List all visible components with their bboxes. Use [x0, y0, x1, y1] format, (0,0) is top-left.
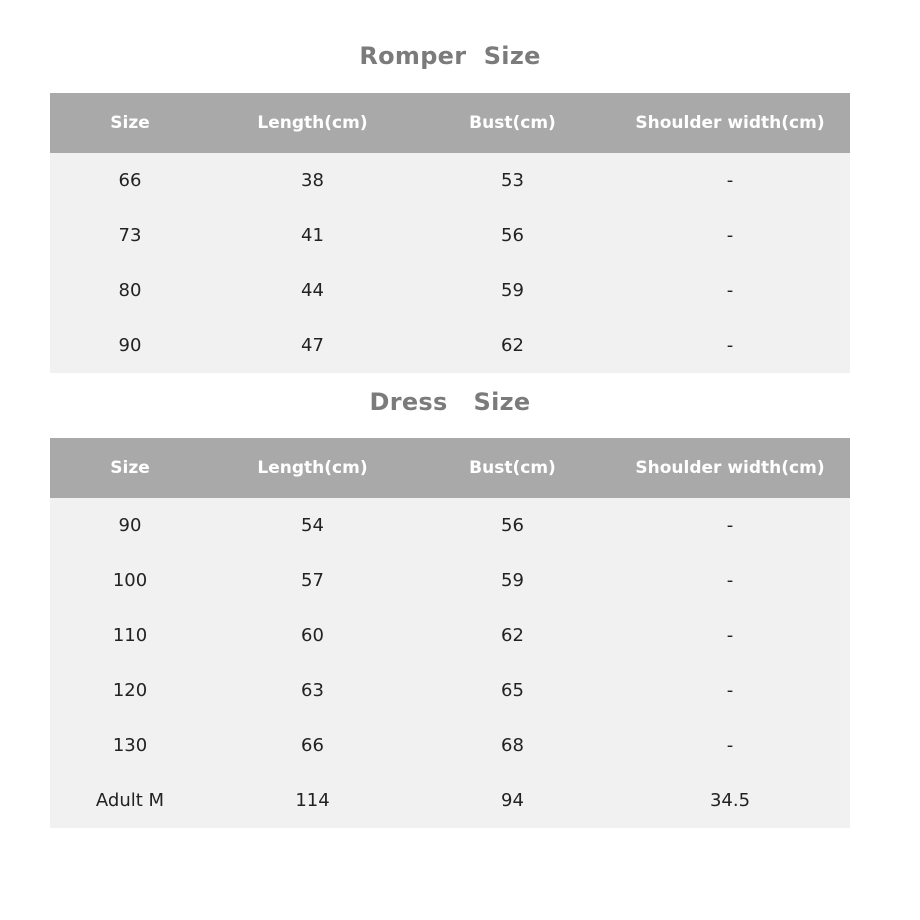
- bust-cell: 56: [501, 515, 524, 536]
- size-cell: 130: [112, 735, 148, 756]
- bust-cell: 68: [501, 735, 524, 756]
- shoulder-width-cell: -: [726, 280, 734, 301]
- table-row: [50, 208, 850, 263]
- bust-cell: 59: [501, 570, 524, 591]
- bust-cell: 53: [501, 170, 524, 191]
- table-row: [50, 498, 850, 553]
- dress-size-table: [50, 438, 850, 828]
- shoulder-width-cell: -: [726, 225, 734, 246]
- header-length: Length(cm): [257, 458, 368, 478]
- shoulder-width-cell: -: [726, 170, 734, 191]
- bust-cell: 59: [501, 280, 524, 301]
- romper-header-row: [50, 93, 850, 153]
- shoulder-width-cell: -: [726, 335, 734, 356]
- header-shoulder-width: Shoulder width(cm): [635, 458, 825, 478]
- shoulder-width-cell: -: [726, 570, 734, 591]
- length-cell: 57: [301, 570, 324, 591]
- romper-size-table: [50, 93, 850, 373]
- table-row: [50, 718, 850, 773]
- length-cell: 41: [301, 225, 324, 246]
- header-size: Size: [110, 458, 150, 478]
- bust-cell: 62: [501, 335, 524, 356]
- table-row: [50, 608, 850, 663]
- shoulder-width-cell: 34.5: [709, 790, 751, 811]
- bust-cell: 65: [501, 680, 524, 701]
- shoulder-width-cell: -: [726, 625, 734, 646]
- length-cell: 66: [301, 735, 324, 756]
- size-cell: Adult M: [95, 790, 165, 811]
- shoulder-width-cell: -: [726, 680, 734, 701]
- size-cell: 120: [112, 680, 148, 701]
- dress-header-row: [50, 438, 850, 498]
- length-cell: 60: [301, 625, 324, 646]
- shoulder-width-cell: -: [726, 515, 734, 536]
- table-row: [50, 773, 850, 828]
- header-bust: Bust(cm): [469, 113, 556, 133]
- size-cell: 80: [118, 280, 142, 301]
- size-cell: 66: [118, 170, 142, 191]
- bust-cell: 62: [501, 625, 524, 646]
- header-shoulder-width: Shoulder width(cm): [635, 113, 825, 133]
- romper-table-body: [50, 153, 850, 373]
- table-row: [50, 153, 850, 208]
- length-cell: 38: [301, 170, 324, 191]
- table-row: [50, 663, 850, 718]
- length-cell: 63: [301, 680, 324, 701]
- table-row: [50, 263, 850, 318]
- size-cell: 90: [118, 515, 142, 536]
- dress-table-body: [50, 498, 850, 828]
- table-row: [50, 318, 850, 373]
- romper-size-title: Romper Size: [359, 42, 541, 70]
- header-bust: Bust(cm): [469, 458, 556, 478]
- size-cell: 100: [112, 570, 148, 591]
- shoulder-width-cell: -: [726, 735, 734, 756]
- length-cell: 47: [301, 335, 324, 356]
- size-cell: 73: [118, 225, 142, 246]
- bust-cell: 94: [501, 790, 524, 811]
- size-cell: 110: [112, 625, 148, 646]
- header-size: Size: [110, 113, 150, 133]
- table-row: [50, 553, 850, 608]
- bust-cell: 56: [501, 225, 524, 246]
- length-cell: 54: [301, 515, 324, 536]
- dress-size-title: Dress Size: [369, 388, 531, 416]
- header-length: Length(cm): [257, 113, 368, 133]
- size-cell: 90: [118, 335, 142, 356]
- length-cell: 114: [295, 790, 330, 811]
- length-cell: 44: [301, 280, 324, 301]
